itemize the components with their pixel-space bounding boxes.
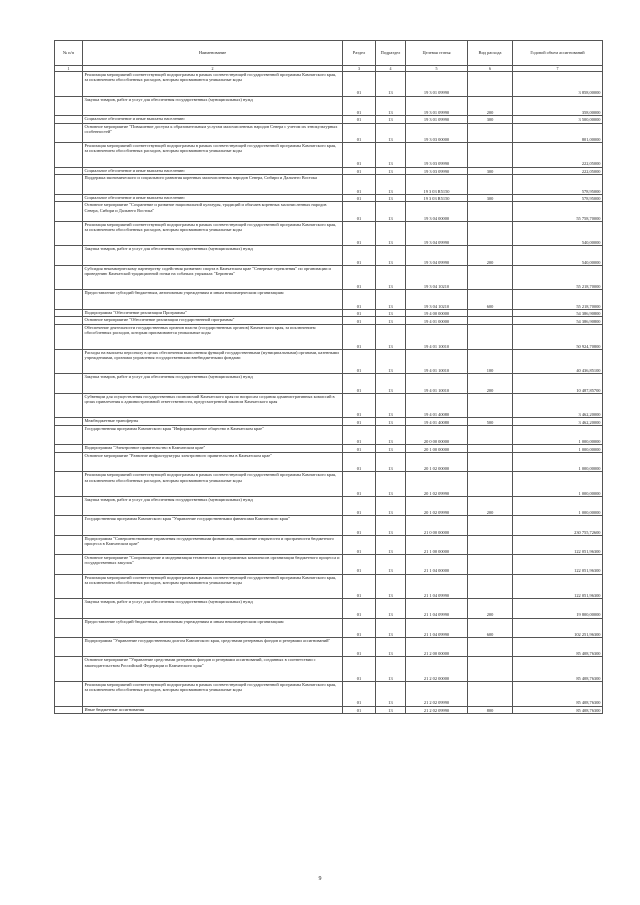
- section-code: 01: [343, 599, 376, 618]
- item-name: Государственная программа Камчатского края "Информационное общество в Камчатском крае": [83, 426, 343, 445]
- table-row: [55, 325, 603, 350]
- target-article-code: 19 3 03 09990: [406, 143, 468, 168]
- table-row: [55, 426, 603, 445]
- section-code: 01: [343, 497, 376, 516]
- amount-value: 54 386,90800: [513, 309, 603, 317]
- column-number: 2: [83, 66, 343, 72]
- expense-type-code: [468, 682, 513, 707]
- section-code: 01: [343, 290, 376, 309]
- expense-type-code: [468, 175, 513, 194]
- target-article-code: 20 1 02 00000: [406, 453, 468, 472]
- section-code: 01: [343, 535, 376, 554]
- target-article-code: 20 1 02 09990: [406, 497, 468, 516]
- amount-value: 1 000,00000: [513, 472, 603, 497]
- target-article-code: 19 3 03 R5150: [406, 175, 468, 194]
- row-index-cell: [55, 657, 83, 682]
- section-code: 01: [343, 72, 376, 97]
- table-row: [55, 115, 603, 123]
- expense-type-code: [468, 555, 513, 574]
- expense-type-code: [468, 325, 513, 350]
- subsection-code: 13: [376, 555, 406, 574]
- table-row: [55, 290, 603, 309]
- header-num: № п/п: [55, 41, 83, 66]
- target-article-code: 19 4 01 40080: [406, 393, 468, 418]
- item-name: Закупка товаров, работ и услуг для обеспечения государственных (муниципальных) нужд: [83, 96, 343, 115]
- table-header: [55, 41, 603, 72]
- target-article-code: 21 2 02 09990: [406, 682, 468, 707]
- expense-type-code: [468, 317, 513, 325]
- target-article-code: 21 1 04 09990: [406, 599, 468, 618]
- section-code: 01: [343, 115, 376, 123]
- subsection-code: 13: [376, 497, 406, 516]
- table-row: [55, 706, 603, 714]
- subsection-code: 13: [376, 175, 406, 194]
- table-row: [55, 453, 603, 472]
- expense-type-code: 300: [468, 167, 513, 175]
- subsection-code: 13: [376, 574, 406, 599]
- table-row: [55, 682, 603, 707]
- subsection-code: 13: [376, 309, 406, 317]
- item-name: Основное мероприятие "Сохранение и развитие национальной культуры, традиций и обычаев коренных малочисленных народов Севера, Сибири и Дальнего Востока": [83, 202, 343, 221]
- target-article-code: 19 4 01 10010: [406, 349, 468, 374]
- subsection-code: 13: [376, 290, 406, 309]
- column-number: 6: [468, 66, 513, 72]
- item-name: Основное мероприятие "Обеспечение реализации государственной программы": [83, 317, 343, 325]
- row-index-cell: [55, 426, 83, 445]
- table-body: [55, 72, 603, 714]
- section-code: 01: [343, 418, 376, 426]
- section-code: 01: [343, 143, 376, 168]
- table-row: [55, 309, 603, 317]
- table-row: [55, 445, 603, 453]
- expense-type-code: 500: [468, 418, 513, 426]
- subsection-code: 13: [376, 325, 406, 350]
- row-index-cell: [55, 96, 83, 115]
- expense-type-code: [468, 426, 513, 445]
- target-article-code: 19 3 04 10210: [406, 290, 468, 309]
- section-code: 01: [343, 574, 376, 599]
- expense-type-code: [468, 202, 513, 221]
- section-code: 01: [343, 638, 376, 657]
- expense-type-code: 200: [468, 497, 513, 516]
- section-code: 01: [343, 167, 376, 175]
- amount-value: 230 755,72600: [513, 516, 603, 535]
- subsection-code: 13: [376, 202, 406, 221]
- table-row: [55, 123, 603, 142]
- subsection-code: 13: [376, 453, 406, 472]
- subsection-code: 13: [376, 115, 406, 123]
- target-article-code: 21 1 04 09990: [406, 574, 468, 599]
- amount-value: 3 462,20000: [513, 393, 603, 418]
- amount-value: 54 386,90800: [513, 317, 603, 325]
- subsection-code: 13: [376, 706, 406, 714]
- header-row: [55, 41, 603, 66]
- section-code: 01: [343, 657, 376, 682]
- expense-type-code: 800: [468, 706, 513, 714]
- header-podrazdel: Подраздел: [376, 41, 406, 66]
- expense-type-code: 200: [468, 96, 513, 115]
- row-index-cell: [55, 246, 83, 265]
- header-razdel: Раздел: [343, 41, 376, 66]
- target-article-code: 19 3 03 R5150: [406, 194, 468, 202]
- amount-value: 578,95000: [513, 175, 603, 194]
- row-index-cell: [55, 497, 83, 516]
- section-code: 01: [343, 516, 376, 535]
- target-article-code: 21 1 04 09990: [406, 618, 468, 637]
- amount-value: 1 000,00000: [513, 453, 603, 472]
- target-article-code: 19 3 01 09990: [406, 72, 468, 97]
- amount-value: 358,00000: [513, 96, 603, 115]
- target-article-code: 19 4 01 10010: [406, 325, 468, 350]
- expense-type-code: [468, 221, 513, 246]
- subsection-code: 13: [376, 426, 406, 445]
- amount-value: 122 051,96300: [513, 574, 603, 599]
- column-number: 1: [55, 66, 83, 72]
- subsection-code: 13: [376, 374, 406, 393]
- budget-table: [54, 40, 603, 714]
- section-code: 01: [343, 96, 376, 115]
- expense-type-code: [468, 453, 513, 472]
- row-index-cell: [55, 453, 83, 472]
- amount-value: 222,05000: [513, 143, 603, 168]
- item-name: Основное мероприятие "Сопровождение и модернизация технических и программных комплексов организации бюджетного процесса и государственных закупок": [83, 555, 343, 574]
- expense-type-code: 200: [468, 374, 513, 393]
- table-row: [55, 317, 603, 325]
- amount-value: 55 758,70000: [513, 202, 603, 221]
- column-number: 5: [406, 66, 468, 72]
- row-index-cell: [55, 393, 83, 418]
- row-index-cell: [55, 265, 83, 290]
- amount-value: 3 462,20000: [513, 418, 603, 426]
- subsection-code: 13: [376, 657, 406, 682]
- item-name: Реализация мероприятий соответствующей подпрограммы в рамках соответствующей государственной программы Камчатского края, за исключением обособленных расходов, которым присваиваются уникальные коды: [83, 574, 343, 599]
- table-row: [55, 96, 603, 115]
- row-index-cell: [55, 325, 83, 350]
- item-name: Социальное обеспечение и иные выплаты населению: [83, 115, 343, 123]
- expense-type-code: [468, 638, 513, 657]
- header-name: Наименование: [83, 41, 343, 66]
- section-code: 01: [343, 246, 376, 265]
- table-row: [55, 599, 603, 618]
- section-code: 01: [343, 706, 376, 714]
- target-article-code: 19 3 03 00000: [406, 123, 468, 142]
- item-name: Предоставление субсидий бюджетным, автономным учреждениям и иным некоммерческим организациям: [83, 618, 343, 637]
- item-name: Закупка товаров, работ и услуг для обеспечения государственных (муниципальных) нужд: [83, 374, 343, 393]
- amount-value: 55 218,70000: [513, 290, 603, 309]
- row-index-cell: [55, 618, 83, 637]
- section-code: 01: [343, 123, 376, 142]
- target-article-code: 20 0 00 00000: [406, 426, 468, 445]
- section-code: 01: [343, 472, 376, 497]
- table-row: [55, 167, 603, 175]
- expense-type-code: 300: [468, 194, 513, 202]
- item-name: Расходы на выплаты персоналу в целях обеспечения выполнения функций государственными (муниципальными) органами, казенными учреждениями, органами управления государственными внебюджетными фондами: [83, 349, 343, 374]
- header-target-article: Целевая статья: [406, 41, 468, 66]
- row-index-cell: [55, 309, 83, 317]
- item-name: Субвенции для осуществления государственных полномочий Камчатского края по вопросам создания административных комиссий в целях привлечения к административной ответственности, предусмотренной законом Камчатского края: [83, 393, 343, 418]
- item-name: Закупка товаров, работ и услуг для обеспечения государственных (муниципальных) нужд: [83, 497, 343, 516]
- item-name: Реализация мероприятий соответствующей подпрограммы в рамках соответствующей государственной программы Камчатского края, за исключением обособленных расходов, которым присваиваются уникальные коды: [83, 682, 343, 707]
- expense-type-code: [468, 535, 513, 554]
- amount-value: 222,05000: [513, 167, 603, 175]
- table-row: [55, 535, 603, 554]
- section-code: 01: [343, 325, 376, 350]
- row-index-cell: [55, 599, 83, 618]
- target-article-code: 19 4 00 00000: [406, 309, 468, 317]
- target-article-code: 21 1 04 00000: [406, 555, 468, 574]
- expense-type-code: 600: [468, 618, 513, 637]
- expense-type-code: [468, 265, 513, 290]
- item-name: Субсидия некоммерческому партнерству содействия развитию спорта в Камчатском крае "Северные стремления" по организации и проведению Камчатской традиционной гонки на собачьих упряжках "Берингия": [83, 265, 343, 290]
- item-name: Социальное обеспечение и иные выплаты населению: [83, 167, 343, 175]
- row-index-cell: [55, 123, 83, 142]
- row-index-cell: [55, 167, 83, 175]
- subsection-code: 13: [376, 317, 406, 325]
- section-code: 01: [343, 453, 376, 472]
- header-amount: Годовой объем ассигнований: [513, 41, 603, 66]
- table-row: [55, 374, 603, 393]
- row-index-cell: [55, 349, 83, 374]
- row-index-cell: [55, 317, 83, 325]
- item-name: Поддержка экономического и социального развития коренных малочисленных народов Севера, Сибири и Дальнего Востока: [83, 175, 343, 194]
- column-number: 3: [343, 66, 376, 72]
- subsection-code: 13: [376, 393, 406, 418]
- amount-value: 3 858,00000: [513, 72, 603, 97]
- row-index-cell: [55, 374, 83, 393]
- item-name: Закупка товаров, работ и услуг для обеспечения государственных (муниципальных) нужд: [83, 246, 343, 265]
- target-article-code: 19 3 04 09990: [406, 246, 468, 265]
- expense-type-code: [468, 574, 513, 599]
- amount-value: 540,00000: [513, 221, 603, 246]
- section-code: 01: [343, 309, 376, 317]
- subsection-code: 13: [376, 123, 406, 142]
- expense-type-code: [468, 657, 513, 682]
- table-row: [55, 516, 603, 535]
- subsection-code: 13: [376, 265, 406, 290]
- target-article-code: 21 2 00 00000: [406, 638, 468, 657]
- item-name: Реализация мероприятий соответствующей подпрограммы в рамках соответствующей государственной программы Камчатского края, за исключением обособленных расходов, которым присваиваются уникальные коды: [83, 143, 343, 168]
- amount-value: 50 924,70800: [513, 325, 603, 350]
- item-name: Подпрограмма "Управление государственным долгом Камчатского края, средствами резервных фондов и резервами ассигнований": [83, 638, 343, 657]
- table-row: [55, 574, 603, 599]
- subsection-code: 13: [376, 143, 406, 168]
- target-article-code: 20 1 02 09990: [406, 472, 468, 497]
- row-index-cell: [55, 194, 83, 202]
- expense-type-code: [468, 72, 513, 97]
- subsection-code: 13: [376, 349, 406, 374]
- row-index-cell: [55, 574, 83, 599]
- section-code: 01: [343, 374, 376, 393]
- subsection-code: 13: [376, 72, 406, 97]
- expense-type-code: 600: [468, 290, 513, 309]
- row-index-cell: [55, 516, 83, 535]
- expense-type-code: 100: [468, 349, 513, 374]
- row-index-cell: [55, 682, 83, 707]
- table-row: [55, 393, 603, 418]
- row-index-cell: [55, 472, 83, 497]
- subsection-code: 13: [376, 445, 406, 453]
- target-article-code: 19 3 04 10210: [406, 265, 468, 290]
- table-row: [55, 497, 603, 516]
- table-row: [55, 418, 603, 426]
- target-article-code: 21 0 00 00000: [406, 516, 468, 535]
- item-name: Основное мероприятие "Повышение доступа к образовательным услугам малочисленных народов Севера с учетом их этнокультурных особенностей": [83, 123, 343, 142]
- item-name: Социальное обеспечение и иные выплаты населению: [83, 194, 343, 202]
- section-code: 01: [343, 393, 376, 418]
- item-name: Государственная программа Камчатского края "Управление государственными финансами Камчатского края": [83, 516, 343, 535]
- column-number: 4: [376, 66, 406, 72]
- target-article-code: 19 3 04 00000: [406, 202, 468, 221]
- expense-type-code: [468, 143, 513, 168]
- section-code: 01: [343, 426, 376, 445]
- expense-type-code: [468, 472, 513, 497]
- section-code: 01: [343, 265, 376, 290]
- table-row: [55, 143, 603, 168]
- row-index-cell: [55, 418, 83, 426]
- amount-value: 578,95000: [513, 194, 603, 202]
- subsection-code: 13: [376, 418, 406, 426]
- item-name: Реализация мероприятий соответствующей подпрограммы в рамках соответствующей государственной программы Камчатского края, за исключением обособленных расходов, которым присваиваются уникальные коды: [83, 472, 343, 497]
- section-code: 01: [343, 682, 376, 707]
- amount-value: 85 408,76300: [513, 657, 603, 682]
- target-article-code: 21 1 00 00000: [406, 535, 468, 554]
- amount-value: 55 218,70000: [513, 265, 603, 290]
- item-name: Реализация мероприятий соответствующей подпрограммы в рамках соответствующей государственной программы Камчатского края, за исключением обособленных расходов, которым присваиваются уникальные коды: [83, 221, 343, 246]
- row-index-cell: [55, 535, 83, 554]
- section-code: 01: [343, 175, 376, 194]
- table-row: [55, 638, 603, 657]
- table-row: [55, 202, 603, 221]
- row-index-cell: [55, 221, 83, 246]
- row-index-cell: [55, 638, 83, 657]
- row-index-cell: [55, 202, 83, 221]
- expense-type-code: [468, 393, 513, 418]
- subsection-code: 13: [376, 194, 406, 202]
- item-name: Подпрограмма "Обеспечение реализации Программы": [83, 309, 343, 317]
- row-index-cell: [55, 72, 83, 97]
- target-article-code: 19 3 01 09990: [406, 115, 468, 123]
- amount-value: 85 408,76300: [513, 638, 603, 657]
- table-row: [55, 657, 603, 682]
- amount-value: 1 000,00000: [513, 426, 603, 445]
- subsection-code: 13: [376, 535, 406, 554]
- row-index-cell: [55, 115, 83, 123]
- table-row: [55, 555, 603, 574]
- expense-type-code: [468, 123, 513, 142]
- expense-type-code: [468, 516, 513, 535]
- page-number: 9: [318, 876, 322, 882]
- section-code: 01: [343, 194, 376, 202]
- item-name: Межбюджетные трансферты: [83, 418, 343, 426]
- target-article-code: 19 4 01 40080: [406, 418, 468, 426]
- amount-value: 85 408,76300: [513, 682, 603, 707]
- subsection-code: 13: [376, 167, 406, 175]
- item-name: Иные бюджетные ассигнования: [83, 706, 343, 714]
- table-row: [55, 175, 603, 194]
- subsection-code: 13: [376, 221, 406, 246]
- row-index-cell: [55, 290, 83, 309]
- target-article-code: 19 4 01 10010: [406, 374, 468, 393]
- section-code: 01: [343, 555, 376, 574]
- header-expense-type: Вид расхода: [468, 41, 513, 66]
- amount-value: 102 251,96300: [513, 618, 603, 637]
- row-index-cell: [55, 143, 83, 168]
- expense-type-code: [468, 309, 513, 317]
- table-row: [55, 72, 603, 97]
- amount-value: 801,00000: [513, 123, 603, 142]
- table-row: [55, 246, 603, 265]
- expense-type-code: 200: [468, 246, 513, 265]
- target-article-code: 19 4 01 00000: [406, 317, 468, 325]
- target-article-code: 19 3 03 09990: [406, 167, 468, 175]
- expense-type-code: 300: [468, 115, 513, 123]
- subsection-code: 13: [376, 96, 406, 115]
- column-number: 7: [513, 66, 603, 72]
- row-index-cell: [55, 445, 83, 453]
- table-row: [55, 349, 603, 374]
- expense-type-code: 200: [468, 599, 513, 618]
- subsection-code: 13: [376, 618, 406, 637]
- item-name: Закупка товаров, работ и услуг для обеспечения государственных (муниципальных) нужд: [83, 599, 343, 618]
- item-name: Подпрограмма "Электронное правительство в Камчатском крае": [83, 445, 343, 453]
- item-name: Подпрограмма "Совершенствование управления государственными финансами, повышение открытости и прозрачности бюджетного процесса в Камчатском крае": [83, 535, 343, 554]
- subsection-code: 13: [376, 682, 406, 707]
- subsection-code: 13: [376, 516, 406, 535]
- table-row: [55, 265, 603, 290]
- section-code: 01: [343, 618, 376, 637]
- table-row: [55, 618, 603, 637]
- target-article-code: 19 3 01 09990: [406, 96, 468, 115]
- amount-value: 540,00000: [513, 246, 603, 265]
- section-code: 01: [343, 349, 376, 374]
- row-index-cell: [55, 555, 83, 574]
- subsection-code: 13: [376, 638, 406, 657]
- table-row: [55, 472, 603, 497]
- subsection-code: 13: [376, 246, 406, 265]
- table-row: [55, 221, 603, 246]
- amount-value: 40 436,85100: [513, 349, 603, 374]
- section-code: 01: [343, 445, 376, 453]
- section-code: 01: [343, 202, 376, 221]
- row-index-cell: [55, 175, 83, 194]
- amount-value: 85 408,76300: [513, 706, 603, 714]
- amount-value: 10 487,85700: [513, 374, 603, 393]
- amount-value: 19 800,00000: [513, 599, 603, 618]
- item-name: Основное мероприятие "Управление средствами резервных фондов и резервами ассигнований, созданных в соответствии с законодательством Российской Федерации и Камчатского края": [83, 657, 343, 682]
- item-name: Реализация мероприятий соответствующей подпрограммы в рамках соответствующей государственной программы Камчатского края, за исключением обособленных расходов, которым присваиваются уникальные коды: [83, 72, 343, 97]
- subsection-code: 13: [376, 472, 406, 497]
- item-name: Обеспечение деятельности государственных органов власти (государственных органов) Камчатского края, за исключением обособленных расходов, которым присваиваются уникальные коды: [83, 325, 343, 350]
- item-name: Основное мероприятие "Развитие инфраструктуры электронного правительства в Камчатском крае": [83, 453, 343, 472]
- item-name: Предоставление субсидий бюджетным, автономным учреждениям и иным некоммерческим организациям: [83, 290, 343, 309]
- target-article-code: 21 2 02 00000: [406, 657, 468, 682]
- row-index-cell: [55, 706, 83, 714]
- amount-value: 3 500,00000: [513, 115, 603, 123]
- target-article-code: 21 2 02 09990: [406, 706, 468, 714]
- amount-value: 1 000,00000: [513, 497, 603, 516]
- target-article-code: 20 1 00 00000: [406, 445, 468, 453]
- expense-type-code: [468, 445, 513, 453]
- section-code: 01: [343, 221, 376, 246]
- subsection-code: 13: [376, 599, 406, 618]
- table-row: [55, 194, 603, 202]
- amount-value: 122 051,96300: [513, 535, 603, 554]
- amount-value: 122 051,96300: [513, 555, 603, 574]
- section-code: 01: [343, 317, 376, 325]
- target-article-code: 19 3 04 09990: [406, 221, 468, 246]
- amount-value: 1 000,00000: [513, 445, 603, 453]
